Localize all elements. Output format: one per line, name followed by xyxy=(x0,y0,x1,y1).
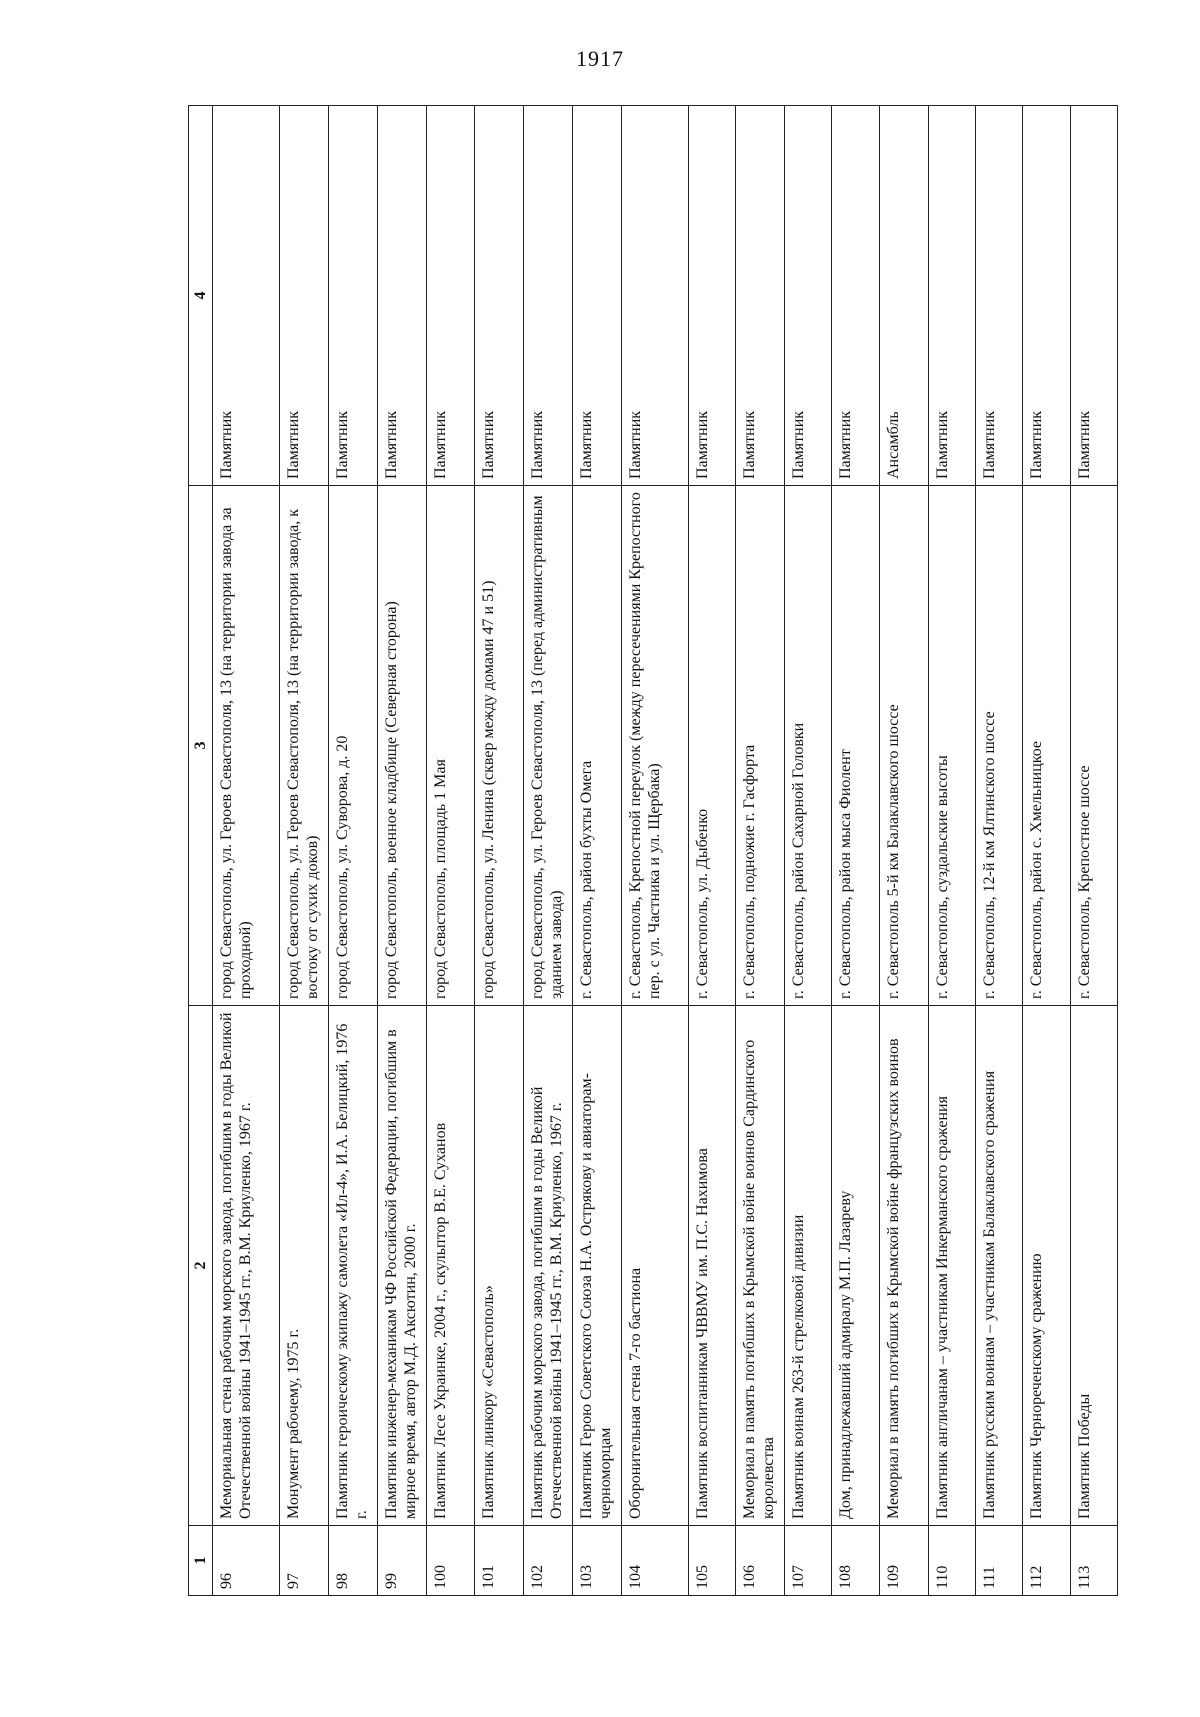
row-number: 102 xyxy=(523,1526,572,1596)
row-name: Памятник воспитанникам ЧВВМУ им. П.С. Нахимова xyxy=(688,1006,735,1526)
row-type: Памятник xyxy=(474,106,523,486)
row-type: Памятник xyxy=(1070,106,1117,486)
row-address: г. Севастополь, подножие г. Гасфорта xyxy=(735,486,784,1006)
row-name: Памятник инженер-механикам ЧФ Российской Федерации, погибшим в мирное время, автор М.Д. Аксютин, 2000 г. xyxy=(378,1006,427,1526)
table-row xyxy=(688,106,735,1596)
row-address: г. Севастополь, 12-й км Ялтинского шоссе xyxy=(975,486,1022,1006)
table-row xyxy=(879,106,928,1596)
table-row xyxy=(329,106,378,1596)
row-number: 98 xyxy=(329,1526,378,1596)
row-type: Памятник xyxy=(572,106,621,486)
table-header-row xyxy=(189,106,213,1596)
row-address: город Севастополь, ул. Суворова, д. 20 xyxy=(329,486,378,1006)
row-type: Памятник xyxy=(1023,106,1070,486)
table-row xyxy=(572,106,621,1596)
row-address: г. Севастополь, район бухты Омега xyxy=(572,486,621,1006)
table-row xyxy=(378,106,427,1596)
row-number: 107 xyxy=(784,1526,831,1596)
table-row xyxy=(784,106,831,1596)
table-row xyxy=(735,106,784,1596)
row-type: Памятник xyxy=(688,106,735,486)
row-name: Памятник англичанам – участникам Инкерманского сражения xyxy=(928,1006,975,1526)
row-type: Ансамбль xyxy=(879,106,928,486)
row-name: Памятник линкору «Севастополь» xyxy=(474,1006,523,1526)
row-name: Памятник героическому экипажу самолета «Ил-4», И.А. Белицкий, 1976 г. xyxy=(329,1006,378,1526)
table-row xyxy=(280,106,329,1596)
row-number: 112 xyxy=(1023,1526,1070,1596)
row-type: Памятник xyxy=(523,106,572,486)
row-name: Памятник Лесе Украинке, 2004 г., скульптор В.Е. Суханов xyxy=(427,1006,474,1526)
row-number: 99 xyxy=(378,1526,427,1596)
row-name: Мемориал в память погибших в Крымской войне воинов Сардинского королевства xyxy=(735,1006,784,1526)
row-address: г. Севастополь, район Сахарной Головки xyxy=(784,486,831,1006)
row-name: Монумент рабочему, 1975 г. xyxy=(280,1006,329,1526)
row-number: 105 xyxy=(688,1526,735,1596)
row-address: г. Севастополь, район мыса Фиолент xyxy=(832,486,879,1006)
table-row xyxy=(1070,106,1117,1596)
table-row xyxy=(213,106,280,1596)
row-address: город Севастополь, ул. Ленина (сквер между домами 47 и 51) xyxy=(474,486,523,1006)
row-type: Памятник xyxy=(784,106,831,486)
row-name: Памятник Чернореченскому сражению xyxy=(1023,1006,1070,1526)
row-type: Памятник xyxy=(832,106,879,486)
table-row xyxy=(474,106,523,1596)
row-number: 103 xyxy=(572,1526,621,1596)
row-type: Памятник xyxy=(213,106,280,486)
row-number: 108 xyxy=(832,1526,879,1596)
row-number: 113 xyxy=(1070,1526,1117,1596)
row-address: город Севастополь, ул. Героев Севастополя, 13 (на территории завода, к востоку от сухих доков) xyxy=(280,486,329,1006)
row-number: 106 xyxy=(735,1526,784,1596)
row-name: Памятник воинам 263-й стрелковой дивизии xyxy=(784,1006,831,1526)
row-name: Памятник Герою Советского Союза Н.А. Острякову и авиаторам-черноморцам xyxy=(572,1006,621,1526)
row-address: город Севастополь, военное кладбище (Северная сторона) xyxy=(378,486,427,1006)
row-type: Памятник xyxy=(735,106,784,486)
row-name: Памятник рабочим морского завода, погибшим в годы Великой Отечественной войны 1941–1945 гг., В.М. Криуленко, 1967 г. xyxy=(523,1006,572,1526)
table-row xyxy=(928,106,975,1596)
row-type: Памятник xyxy=(427,106,474,486)
row-address: город Севастополь, площадь 1 Мая xyxy=(427,486,474,1006)
row-type: Памятник xyxy=(621,106,688,486)
row-number: 100 xyxy=(427,1526,474,1596)
row-name: Дом, принадлежавший адмиралу М.П. Лазареву xyxy=(832,1006,879,1526)
row-name: Мемориальная стена рабочим морского завода, погибшим в годы Великой Отечественной войны 1941–1945 гг., В.М. Криуленко, 1967 г. xyxy=(213,1006,280,1526)
row-address: г. Севастополь 5-й км Балаклавского шоссе xyxy=(879,486,928,1006)
row-type: Памятник xyxy=(928,106,975,486)
row-address: г. Севастополь, Крепостное шоссе xyxy=(1070,486,1117,1006)
monuments-table xyxy=(188,105,1118,1596)
table-row xyxy=(621,106,688,1596)
table-row xyxy=(427,106,474,1596)
row-address: г. Севастополь, суздальские высоты xyxy=(928,486,975,1006)
row-address: г. Севастополь, район с. Хмельницкое xyxy=(1023,486,1070,1006)
column-header-number: 1 xyxy=(189,1526,213,1596)
table-row xyxy=(523,106,572,1596)
page-number: 1917 xyxy=(576,46,624,71)
table-row xyxy=(1023,106,1070,1596)
row-type: Памятник xyxy=(280,106,329,486)
row-type: Памятник xyxy=(378,106,427,486)
row-number: 109 xyxy=(879,1526,928,1596)
column-header-type: 4 xyxy=(189,106,213,486)
row-name: Памятник русским воинам – участникам Балаклавского сражения xyxy=(975,1006,1022,1526)
row-number: 101 xyxy=(474,1526,523,1596)
row-address: город Севастополь, ул. Героев Севастополя, 13 (перед административным зданием завода) xyxy=(523,486,572,1006)
row-name: Оборонительная стена 7-го бастиона xyxy=(621,1006,688,1526)
row-address: город Севастополь, ул. Героев Севастополя, 13 (на территории завода за проходной) xyxy=(213,486,280,1006)
row-address: г. Севастополь, Крепостной переулок (между пересечениями Крепостного пер. с ул. Частника и ул. Щербака) xyxy=(621,486,688,1006)
rotated-table-wrapper xyxy=(188,106,1118,1596)
row-number: 97 xyxy=(280,1526,329,1596)
row-number: 96 xyxy=(213,1526,280,1596)
row-type: Памятник xyxy=(975,106,1022,486)
table-row xyxy=(975,106,1022,1596)
row-name: Памятник Победы xyxy=(1070,1006,1117,1526)
row-address: г. Севастополь, ул. Дыбенко xyxy=(688,486,735,1006)
column-header-name: 2 xyxy=(189,1006,213,1526)
row-number: 110 xyxy=(928,1526,975,1596)
column-header-address: 3 xyxy=(189,486,213,1006)
row-number: 111 xyxy=(975,1526,1022,1596)
row-number: 104 xyxy=(621,1526,688,1596)
table-row xyxy=(832,106,879,1596)
row-name: Мемориал в память погибших в Крымской войне французских воинов xyxy=(879,1006,928,1526)
row-type: Памятник xyxy=(329,106,378,486)
